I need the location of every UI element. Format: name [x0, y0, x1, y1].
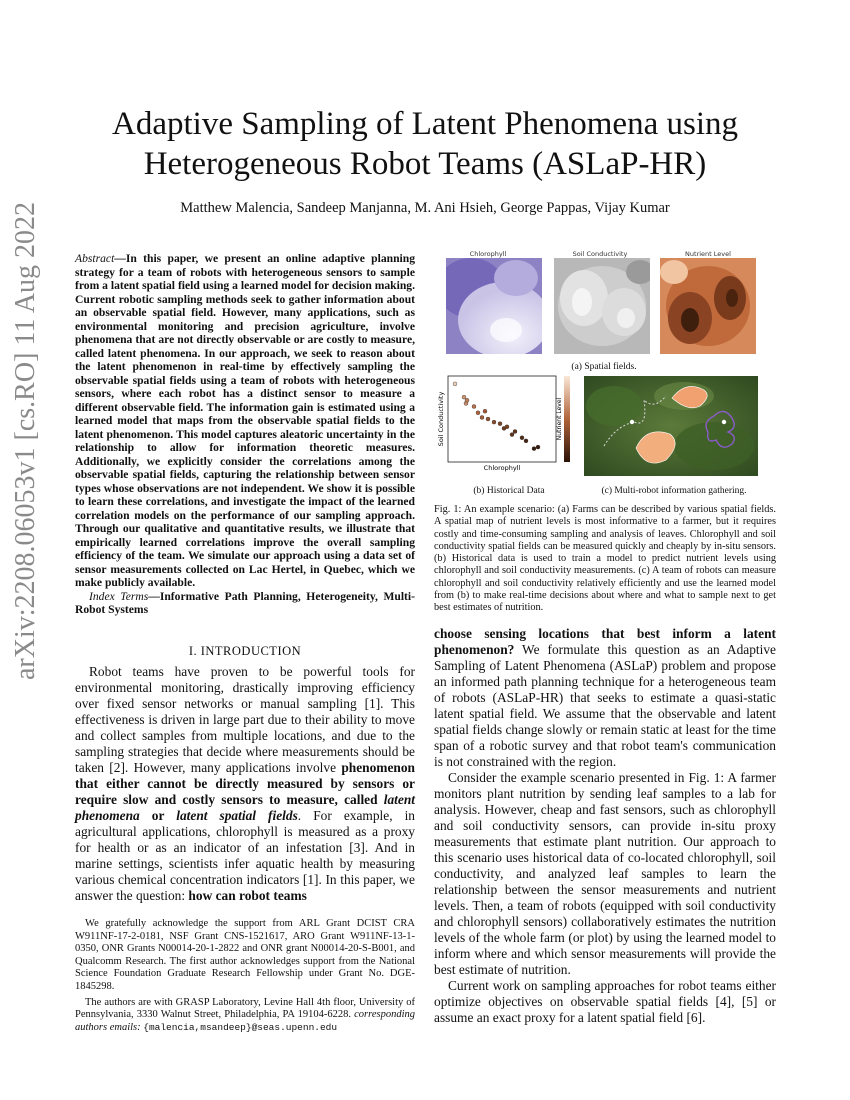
footnote-affiliation: The authors are with GRASP Laboratory, Levine Hall 4th floor, University of Pennsylvania, 3330 Walnut Street, Philadelphia, PA 19104-6228. — [75, 996, 415, 1021]
scatter-point — [536, 445, 540, 449]
panel-title-soil: Soil Conductivity — [572, 250, 628, 258]
intro-text-b: . For example, in agricultural applications, chlorophyll is measured as a proxy for health or as an indicator of an infestation [3]. And in marine settings, scientists infer aquatic health by measuring various chemical concentration indicators [1]. In this paper, we answer the question: — [75, 808, 416, 903]
scatter-x-label: Chlorophyll — [483, 464, 521, 472]
footnote-corr-label: corresponding authors emails: — [75, 1009, 415, 1033]
footnote-email: {malencia,msandeep}@seas.upenn.edu — [143, 1021, 338, 1033]
abstract-body: —In this paper, we present an online adaptive planning strategy for a team of robots with heterogeneous sensors to sample from a latent spatial field using a learned model for decision making. Current robotic sampling methods seek to gather information about an observable spatial field. However, many applications, such as environmental monitoring and precision agriculture, involve phenomena that are not directly observable or are costly to measure, called latent phenomena. In our approach, we seek to reason about the latent phenomenon in real-time by effectively sampling the observable spatial fields using a team of robots with heterogeneous sensors, where each robot has a distinct sensor to measure a different observable field. The information gain is estimated using a learned model that maps from the observable spatial fields to the latent phenomenon. This model captures aleatoric uncertainty in the relationship to allow for information theoretic measures. Additionally, we explicitly consider the correlations among the observable spatial fields, capturing the relationship between sensor types whose observations are not independent. We show it is possible to learn these correlations, and investigate the impact of the learned correlation models on the performance of our sampling approach. Through our qualitative and quantitative results, we illustrate that empirically learned correlations improve the overall sampling efficiency of the team. We simulate our approach using a data set of sensor measurements collected on Lac Hertel, in Quebec, which we make publicly available. — [75, 252, 415, 589]
subcaption-a: (a) Spatial fields. — [571, 362, 637, 372]
colorbar-label: Nutrient Level — [556, 397, 563, 441]
right-para-1: We formulate this question as an Adaptive Sampling of Latent Phenomena (ASLaP) problem and propose an informed path planning technique for a heterogeneous team of robots (ASLaP-HR) that seeks to estimate a quasi-static latent spatial field. We assume that the observable and latent spatial fields change slowly or remain static at least for the time span of a robotic survey and that robot team's communication is not constrained with the region. — [434, 642, 776, 769]
scatter-point — [498, 422, 502, 426]
abstract-lead: Abstract — [75, 252, 115, 265]
index-terms-lead: Index Terms — [89, 589, 149, 603]
scatter-point — [520, 436, 524, 440]
panel-title-nutrient: Nutrient Level — [685, 250, 731, 258]
soil-conductivity-map — [554, 258, 650, 354]
figure-1 — [434, 248, 776, 498]
scatter-point — [532, 447, 536, 451]
scatter-point — [476, 411, 480, 415]
robot-marker-1 — [630, 420, 634, 424]
scatter-axes-frame — [448, 376, 556, 462]
right-question: choose sensing locations that best inform a latent phenomenon? — [434, 626, 776, 657]
intro-bold: phenomenon that either cannot be directly measured by sensors or require slow and costly sensors to measure, called — [75, 760, 415, 807]
scatter-point — [524, 439, 528, 443]
intro-latent-phenomena: latent phenomena — [75, 792, 415, 823]
subcaption-b: (b) Historical Data — [473, 486, 545, 496]
scatter-point — [472, 405, 476, 409]
intro-question: how can robot teams — [188, 888, 307, 903]
section-heading: I. INTRODUCTION — [188, 644, 302, 658]
scatter-point — [505, 425, 509, 429]
scatter-point — [492, 420, 496, 424]
scatter-point — [453, 382, 457, 386]
chlorophyll-map — [446, 258, 542, 354]
nutrient-level-map — [660, 258, 756, 354]
abstract — [75, 252, 415, 617]
colorbar — [564, 376, 570, 462]
scatter-point — [465, 398, 469, 402]
scatter-point — [510, 433, 514, 437]
scatter-point — [483, 409, 487, 413]
footnote-funding: We gratefully acknowledge the support from ARL Grant DCIST CRA W911NF-17-2-0181, NSF Grant CNS-1521617, ARO Grant W911NF-13-1-0350, ONR Grants N00014-20-1-2822 and ONR grant N00014-20-S-B001, and Qualcomm Research. The first author acknowledges support from the National Science Foundation Graduate Research Fellowship under Grant No. DGE-1845298. — [75, 918, 415, 992]
scatter-y-label: Soil Conductivity — [437, 391, 445, 447]
intro-column — [75, 664, 415, 904]
author-list: Matthew Malencia, Sandeep Manjanna, M. Ani Hsieh, George Pappas, Vijay Kumar — [180, 200, 670, 216]
robot-marker-2 — [722, 420, 726, 424]
scatter-point — [462, 395, 466, 399]
aerial-robot-map — [584, 376, 758, 476]
scatter-point — [486, 417, 490, 421]
right-para-3: Current work on sampling approaches for robot teams either optimize objectives on observable spatial fields [4], [5] or assume an exact proxy for a latent spatial field [6]. — [434, 978, 776, 1025]
subcaption-c: (c) Multi-robot information gathering. — [601, 486, 747, 496]
scatter-point — [513, 429, 517, 433]
intro-text-a: Robot teams have proven to be powerful tools for environmental monitoring, drastically improving efficiency over fixed sensor networks or manual sampling [1]. This effectiveness is driven in large part due to their ability to move and collect samples from multiple locations, and due to the sampling strategies that decide where measurements should be taken [2]. However, many applications involve — [75, 664, 415, 775]
intro-or: or — [139, 808, 177, 823]
right-column — [434, 626, 776, 1026]
index-terms: —Informative Path Planning, Heterogeneity, Multi-Robot Systems — [75, 589, 415, 616]
historical-data-scatter — [434, 372, 580, 472]
arxiv-stamp: arXiv:2208.06053v1 [cs.RO] 11 Aug 2022 — [10, 201, 41, 680]
figure-caption: Fig. 1: An example scenario: (a) Farms can be described by various spatial fields. A spatial map of nutrient levels is most informative to a farmer, but it requires costly and time-consuming sampling and analysis of leaves. Chlorophyll and soil conductivity spatial fields can be measured quickly and cheaply by in-situ sensors. (b) Historical data is used to train a model to predict nutrient levels using chlorophyll and soil conductivity measurements. (c) A team of robots can measure chlorophyll and soil conductivity relatively efficiently and use the learned model from (b) to make real-time decisions about where and what to sample next to get best estimates of nutrition. — [434, 504, 776, 614]
paper-title: Adaptive Sampling of Latent Phenomena using Heterogeneous Robot Teams (ASLaP-HR) — [112, 106, 738, 182]
right-para-2: Consider the example scenario presented in Fig. 1: A farmer monitors plant nutrition by sending leaf samples to a lab for analysis. However, cheap and fast sensors, such as chlorophyll and soil conductivity sensors, can provide in-situ proxy measurements that estimate plant nutrition. Our approach to this scenario uses historical data of co-located chlorophyll, soil conductivity, and analyzed leaf samples to learn the relationship between the sensor measurements and nutrient levels. Then, a team of robots (equipped with soil conductivity and chlorophyll sensors) collaboratively estimates the nutrition levels of the whole farm (or plot) by using the learned model to inform where and which sensor measurements will provide the best estimate of nutrition. — [434, 770, 776, 977]
panel-title-chlorophyll: Chlorophyll — [469, 250, 507, 258]
footnotes — [75, 918, 415, 1034]
scatter-point — [480, 415, 484, 419]
intro-latent-fields: latent spatial fields — [176, 808, 298, 823]
